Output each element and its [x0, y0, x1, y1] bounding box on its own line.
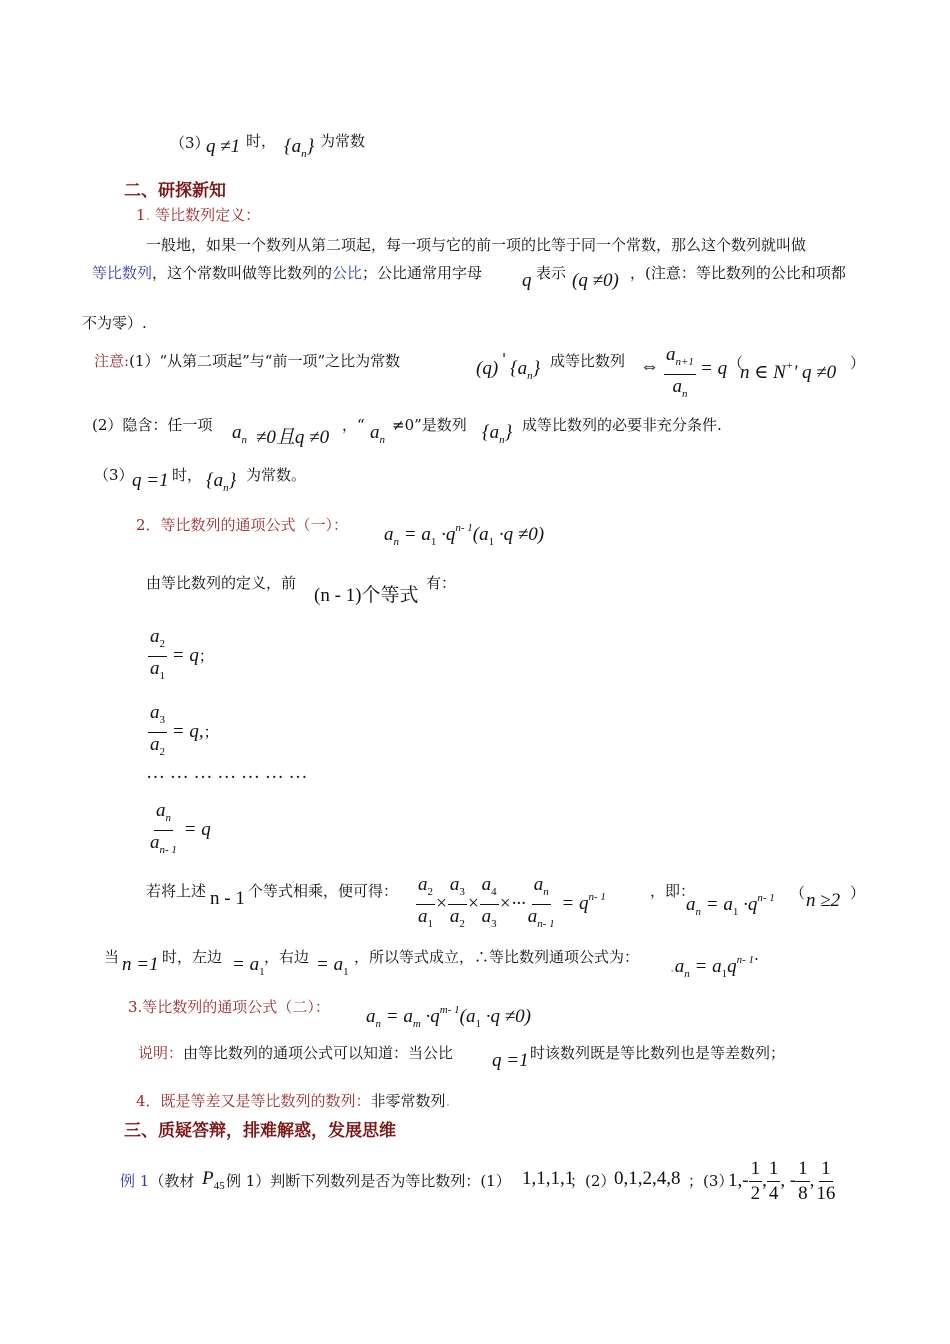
- formula1-intro: 由等比数列的定义，前: [146, 574, 297, 592]
- product-expression: $\frac{a_2}{a_1}$ × $\frac{a_3}{a_2}$ × $\frac{a_4}{a_3}$ ×··· $\frac{a_n}{a_{n- 1}}$ = $q^{n- 1}$: [418, 874, 606, 930]
- definition-paragraph-2: 等比数列，这个常数叫做等比数列的公比；公比通常用字母: [92, 264, 483, 282]
- item-4: 4．既是等差又是等比数列的数列：非零常数列.: [136, 1092, 451, 1110]
- note-comma: ': [502, 350, 507, 368]
- note-constant: 为常数。: [246, 466, 307, 484]
- example-1-label: 例 1: [120, 1172, 150, 1190]
- example-textbook-page: $P_{45}$: [202, 1168, 225, 1192]
- note-q-equals-1: q =1: [132, 470, 169, 491]
- ellipsis-row: … … … … … … …: [146, 762, 308, 783]
- definition-note: ，(注意：等比数列的公比和项都: [630, 264, 846, 282]
- definition-paragraph-1: 一般地，如果一个数列从第二项起，每一项与它的前一项的比等于同一个常数，那么这个数列就叫做: [146, 236, 807, 254]
- multiply-intro: 若将上述: [146, 882, 207, 900]
- note-necessary-condition: 成等比数列的必要非充分条件.: [522, 416, 722, 434]
- note-item-3: （3）: [94, 466, 134, 484]
- when-end-period: .: [754, 946, 759, 964]
- section-2-title: 二、研探新知: [124, 181, 226, 201]
- equation-a3-a2: $\frac{a_3}{a_2}$ = q,；: [150, 702, 219, 758]
- formula2-note-label: 说明：: [138, 1044, 184, 1062]
- example-sep-3: ；(3）: [688, 1172, 734, 1190]
- equation-a2-a1: $\frac{a_2}{a_1}$ = q；: [150, 626, 214, 682]
- paren-close: ）: [850, 354, 866, 372]
- equation-an-an-1: $\frac{a_n}{a_{n- 1}}$ = q: [150, 800, 211, 856]
- example-sep-2: ；(2）: [570, 1172, 616, 1190]
- note-quote-open: ，“: [342, 416, 365, 434]
- term-geometric-sequence: 等比数列: [92, 264, 153, 282]
- general-term-formula: $.a_n = a_1q^{n- 1}$: [670, 954, 754, 980]
- result-paren-close: ）: [850, 884, 866, 902]
- top-shi: 时，: [246, 132, 277, 150]
- note-line-2: (2）隐含：任一项: [92, 416, 213, 434]
- multiply-text: 个等式相乘，便可得：: [248, 882, 399, 900]
- definition-paragraph-3: 不为零）.: [82, 314, 147, 332]
- when-n-equals-1: n =1: [122, 954, 159, 975]
- product-result: $a_n = a_1 \cdot q^{n- 1}$: [686, 892, 775, 918]
- note-an-condition: ≠0且q ≠0: [256, 427, 330, 448]
- top-item-3: [170, 132, 210, 153]
- result-condition: n ≥2: [806, 890, 841, 911]
- note-an: $a_n$: [232, 422, 247, 446]
- definition-q-condition: (q ≠0): [572, 270, 619, 291]
- top-sequence: $\{a_n\}$: [284, 136, 315, 160]
- formula1-expression: $a_n = a_1 \cdot q^{n- 1}(a_1 \cdot q \ne 0)$: [384, 522, 545, 548]
- definition-label: 1. 等比数列定义：: [136, 206, 261, 224]
- item-4-value: 非零常数列: [370, 1092, 446, 1110]
- formula2-expression: $a_n = a_m \cdot q^{m- 1}(a_1 \cdot q \ne 0)$: [366, 1004, 531, 1030]
- item-number: （3）: [170, 134, 210, 152]
- note-condition-desc: ≠0”是数列: [392, 416, 467, 434]
- top-tail: 为常数: [320, 132, 366, 150]
- multiply-n-minus-1: n - 1: [210, 888, 245, 909]
- ratio-equals-q: = q: [700, 358, 728, 379]
- when-left-value: = $a_1$: [232, 954, 265, 978]
- letter-q: q: [522, 270, 532, 291]
- sequence-2: 0,1,2,4,8: [614, 1168, 681, 1189]
- iff-symbol: ⇔: [640, 356, 659, 377]
- example-1: 例 1（教材: [120, 1172, 195, 1190]
- when-right-value: = $a_1$: [316, 954, 349, 978]
- sequence-3: 1,- $\frac{1}{2}$ , $\frac{1}{4}$ , - $\frac{1}{8}$ , $\frac{1}{16}$: [728, 1158, 836, 1204]
- ratio-fraction: $\frac{a_{n+1}}{a_n}$: [666, 344, 694, 400]
- definition-biaoshi: 表示: [536, 264, 567, 282]
- formula1-you: 有：: [426, 574, 457, 592]
- result-paren-open: （: [790, 884, 806, 902]
- formula1-label: 2．等比数列的通项公式（一）：: [136, 516, 349, 534]
- top-condition: q ≠1: [206, 136, 241, 157]
- formula2-label: 3.等比数列的通项公式（二）：: [128, 998, 330, 1016]
- note-sequence-3: $\{a_n\}$: [206, 470, 237, 494]
- paren-open: （: [728, 354, 744, 372]
- note-q: (q): [476, 358, 499, 379]
- formula2-note-tail: 时该数列既是等比数列也是等差数列；: [530, 1044, 786, 1062]
- item-4-label: 4．既是等差又是等比数列的数列：: [136, 1092, 371, 1110]
- formula1-n-minus-1: (n - 1)个等式: [314, 585, 419, 606]
- formula2-note: 说明：由等比数列的通项公式可以知道：当公比: [138, 1044, 454, 1062]
- example-question: 例 1）判断下列数列是否为等比数列：(1）: [226, 1172, 511, 1190]
- note-sequence: $\{a_n\}$: [510, 358, 541, 382]
- when-right-side: ，右边: [264, 948, 310, 966]
- term-common-ratio: 公比: [332, 264, 363, 282]
- note-condition-text: 成等比数列: [550, 352, 626, 370]
- note-label: 注意:: [94, 352, 130, 370]
- note-an-2: $a_n$: [370, 422, 385, 446]
- when-dang: 当: [104, 948, 120, 966]
- note-line-1: 注意:(1）“从第二项起”与“前一项”之比为常数: [94, 352, 401, 370]
- note-sequence-2: $\{a_n\}$: [482, 422, 513, 446]
- formula2-q-equals-1: q =1: [492, 1050, 529, 1071]
- note-shi: 时，: [172, 466, 203, 484]
- section-3-title: 三、质疑答辩，排难解惑，发展思维: [124, 1121, 396, 1141]
- when-left-side: 时，左边: [162, 948, 223, 966]
- when-conclusion: ，所以等式成立，∴等比数列通项公式为：: [354, 948, 640, 966]
- note-n-condition: n ∈ N+' q ≠0: [740, 360, 837, 383]
- multiply-ji: ，即：: [650, 882, 696, 900]
- sequence-1: 1,1,1,1: [522, 1168, 575, 1189]
